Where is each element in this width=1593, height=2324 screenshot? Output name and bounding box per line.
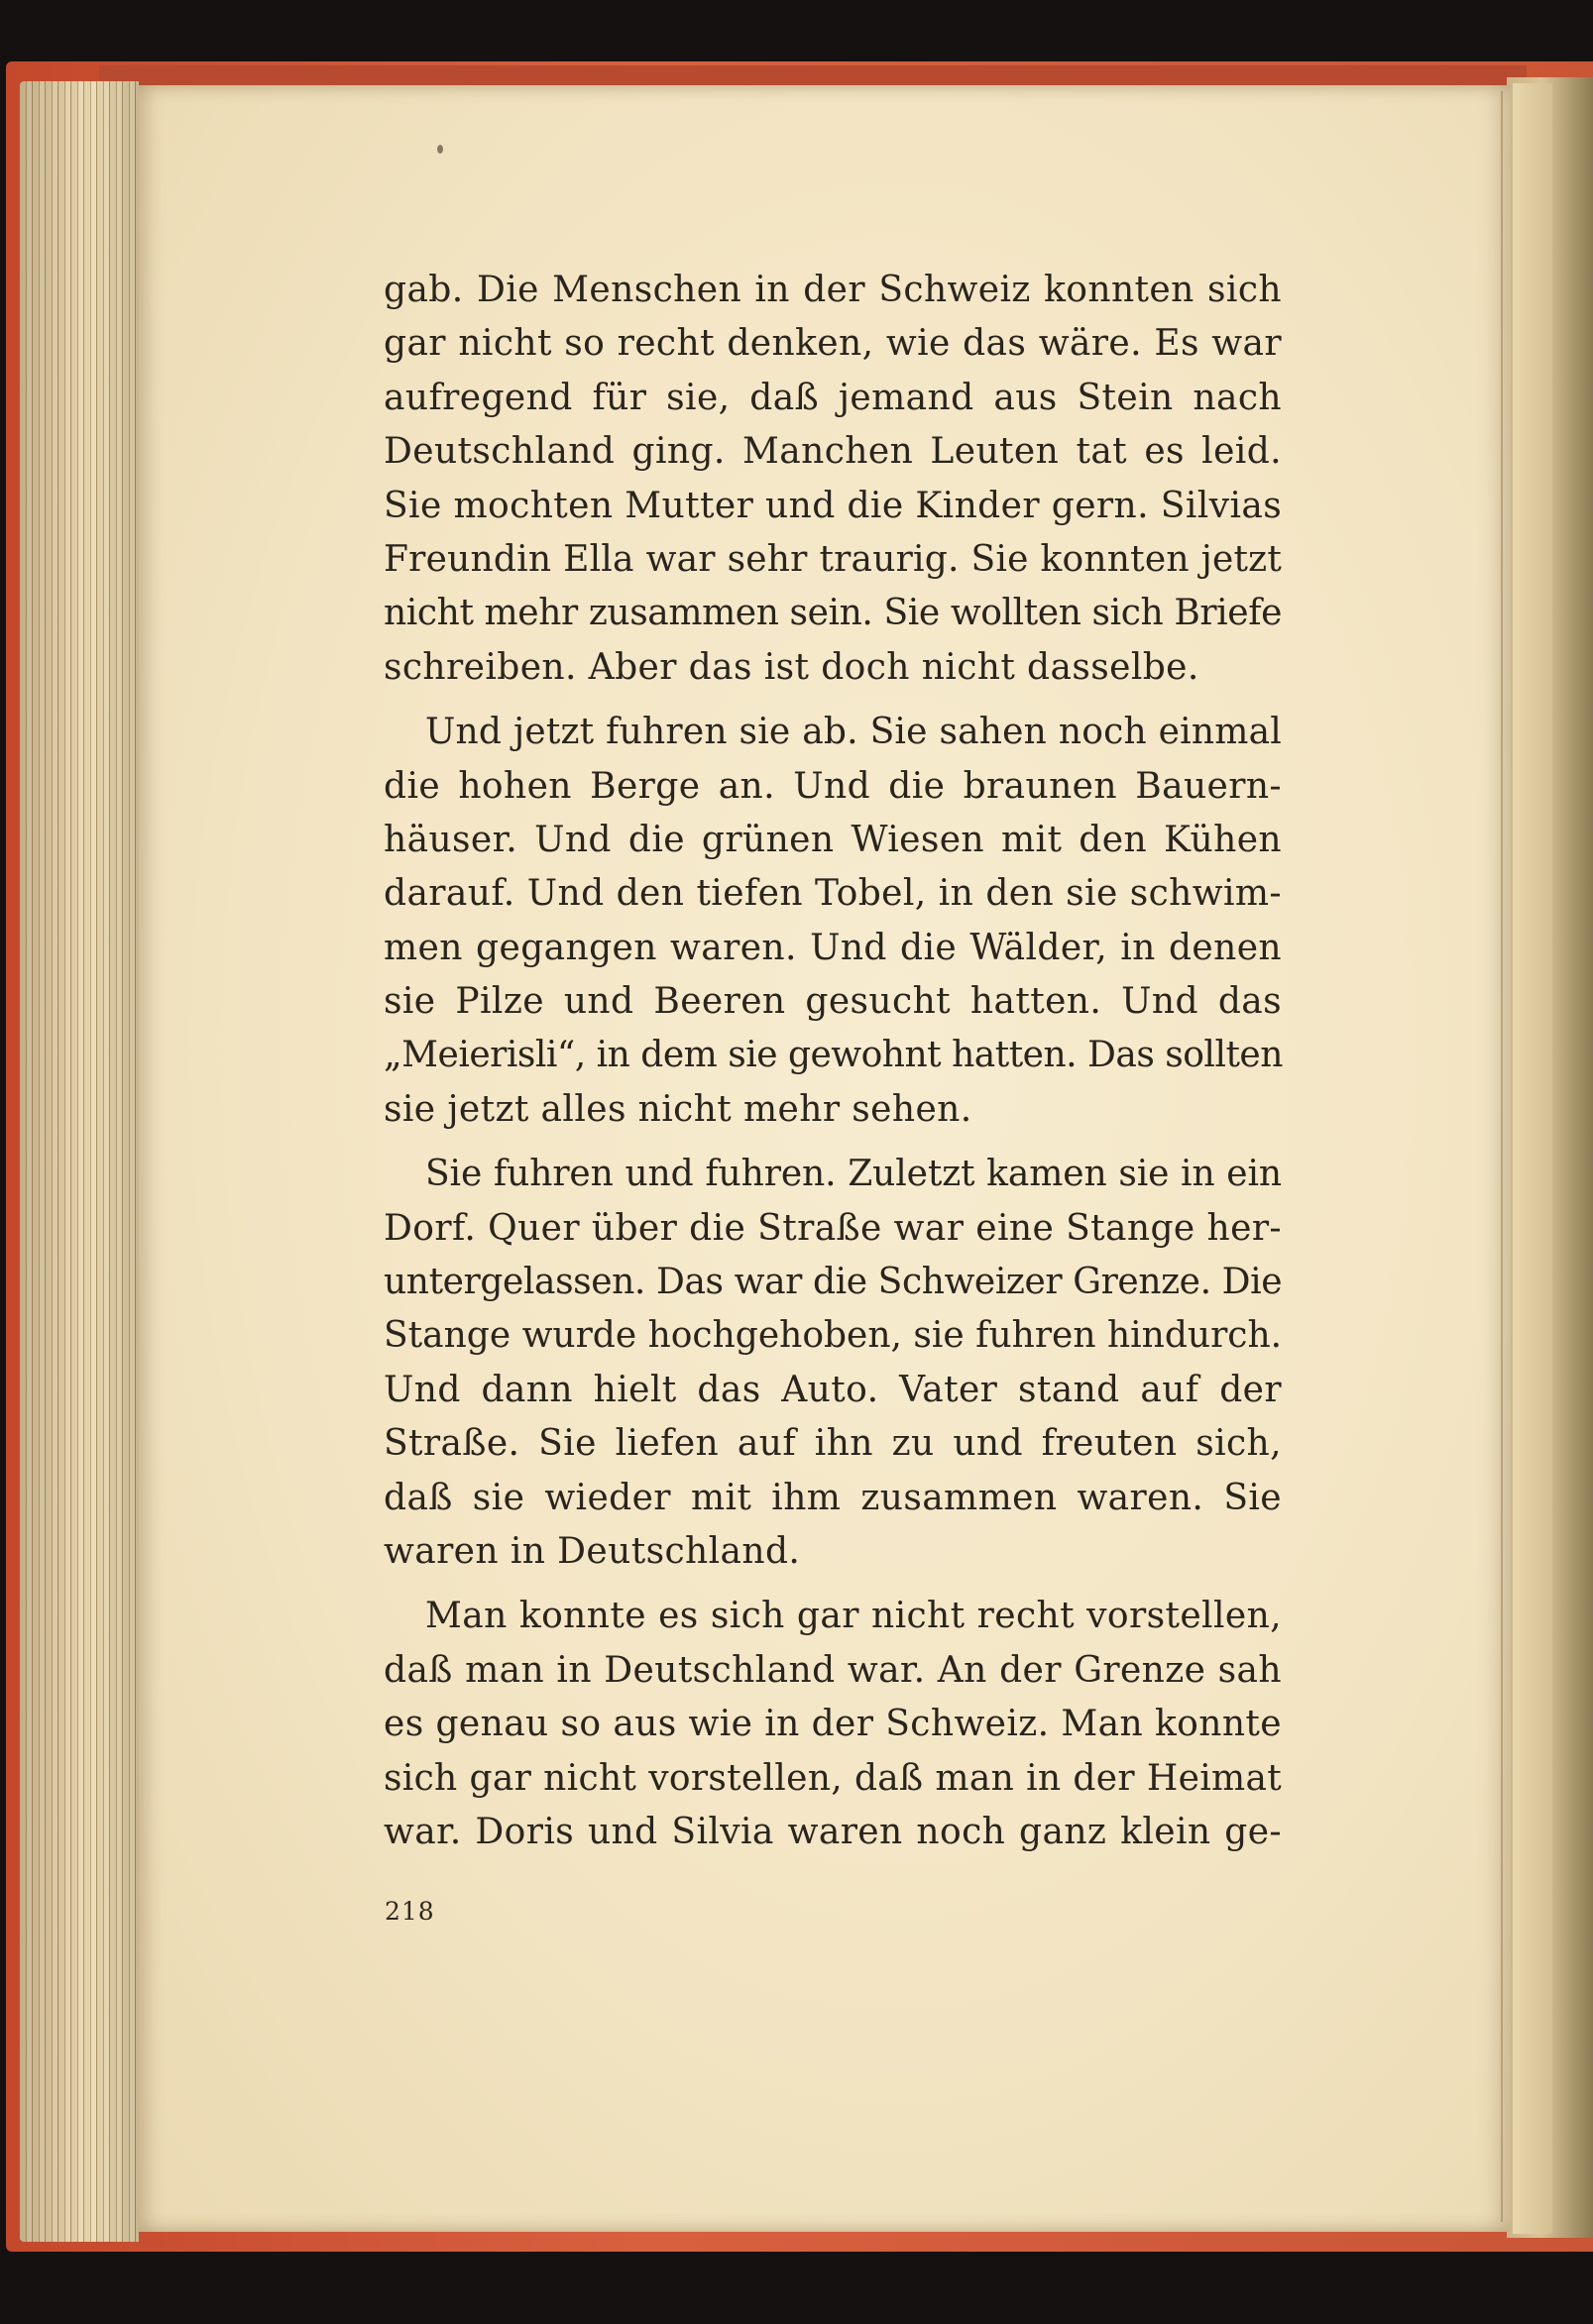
text-line: untergelassen. Das war die Schweizer Grenze. Die [384, 1262, 1283, 1303]
text-line: darauf. Und den tiefen Tobel, in den sie schwim- [384, 873, 1282, 915]
paragraph-1 [384, 264, 1282, 695]
text-line: daß sie wieder mit ihm zusammen waren. Sie [384, 1477, 1282, 1518]
page-number: 218 [385, 1897, 435, 1926]
text-line: Und jetzt fuhren sie ab. Sie sahen noch einmal [425, 712, 1282, 753]
text-line: Man konnte es sich gar nicht recht vorstellen, [425, 1596, 1282, 1637]
facing-page [1513, 83, 1552, 2234]
text-line: Straße. Sie liefen auf ihn zu und freuten sich, [384, 1423, 1282, 1465]
text-line: es genau so aus wie in der Schweiz. Man konnte [384, 1704, 1282, 1745]
body-text [384, 264, 1282, 1859]
text-line: gar nicht so recht denken, wie das wäre. Es war [384, 323, 1282, 365]
text-line: Dorf. Quer über die Straße war eine Stange her- [384, 1207, 1282, 1249]
paragraph-3 [384, 1148, 1282, 1579]
text-line: daß man in Deutschland war. An der Grenze sah [384, 1649, 1282, 1691]
text-line: waren in Deutschland. [384, 1530, 801, 1572]
text-line: die hohen Berge an. Und die braunen Bauern- [384, 765, 1282, 807]
text-line: sich gar nicht vorstellen, daß man in der Heimat [384, 1757, 1282, 1799]
book-cover-top-edge [99, 65, 1527, 85]
paragraph-2 [384, 706, 1282, 1137]
text-line: war. Doris und Silvia waren noch ganz klein ge- [384, 1811, 1282, 1852]
text-line: gab. Die Menschen in der Schweiz konnten sich [384, 270, 1282, 310]
page-stack-shadow [20, 81, 139, 2242]
text-line: „Meierisli“, in dem sie gewohnt hatten. Das sollten [384, 1035, 1283, 1076]
text-line: Sie fuhren und fuhren. Zuletzt kamen sie in ein [425, 1154, 1282, 1195]
text-line: sie jetzt alles nicht mehr sehen. [384, 1088, 972, 1130]
paragraph-4 [384, 1590, 1282, 1859]
text-line: schreiben. Aber das ist doch nicht dasselbe. [384, 646, 1199, 688]
page-gutter [1501, 91, 1503, 2222]
text-line: Freundin Ella war sehr traurig. Sie konnten jetzt [384, 538, 1282, 580]
text-line: nicht mehr zusammen sein. Sie wollten sich Briefe [384, 593, 1283, 634]
text-line: Sie mochten Mutter und die Kinder gern. Silvias [384, 485, 1283, 526]
text-line: men gegangen waren. Und die Wälder, in denen [384, 927, 1282, 968]
text-line: aufregend für sie, daß jemand aus Stein nach [384, 377, 1282, 418]
paper-speck [437, 145, 443, 154]
text-line: Und dann hielt das Auto. Vater stand auf der [384, 1369, 1282, 1410]
text-line: sie Pilze und Beeren gesucht hatten. Und das [384, 981, 1282, 1023]
text-line: häuser. Und die grünen Wiesen mit den Kühen [384, 819, 1282, 860]
text-line: Stange wurde hochgehoben, sie fuhren hindurch. [384, 1315, 1283, 1357]
text-line: Deutschland ging. Manchen Leuten tat es leid. [384, 431, 1282, 473]
